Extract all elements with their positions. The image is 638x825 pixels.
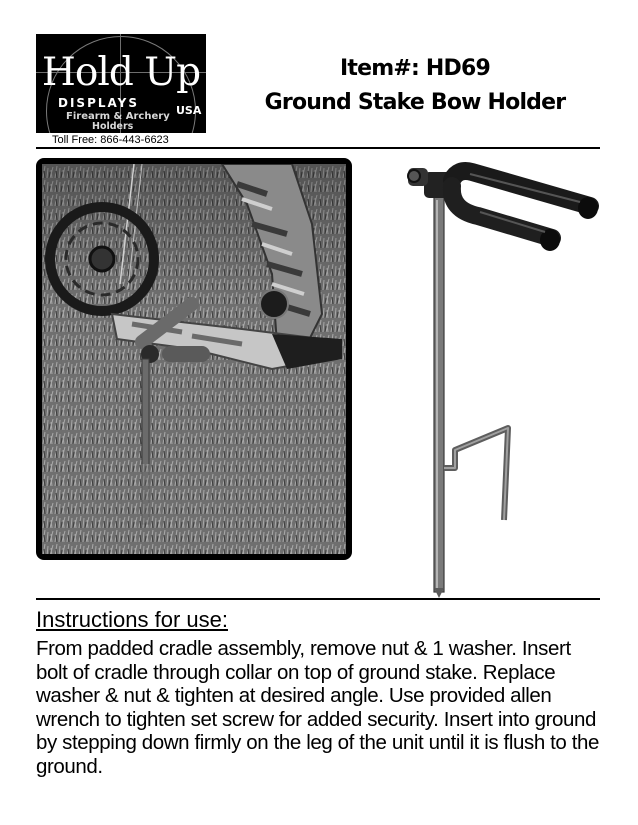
ground-stake-product-illustration: [400, 160, 605, 600]
instructions-body: From padded cradle assembly, remove nut & 1 washer. Insert bolt of cradle through collar on top of ground stake. Replace washer & nut & tighten at desired angle. Use provided allen wrench to tighten set screw for added security. Insert into ground by stepping down firmly on the leg of the unit until it is flush to the ground.: [36, 637, 600, 778]
page-title: [240, 52, 590, 120]
logo-displays-text: DISPLAYS: [58, 96, 139, 110]
cradle-upper-arm: [452, 171, 590, 206]
logo-tagline-1: Firearm & Archery: [66, 111, 170, 122]
logo-usa-text: USA: [176, 104, 202, 117]
logo-brand-text: Hold Up: [41, 50, 201, 95]
instructions-divider: [36, 598, 600, 600]
toll-free-number: Toll Free: 866-443-6623: [52, 134, 169, 146]
hold-up-displays-logo: [36, 34, 206, 133]
logo-tagline-2: Holders: [92, 121, 134, 132]
photo-illustration: [42, 164, 346, 554]
item-number: Item#: HD69: [340, 56, 490, 81]
stake-pole: [434, 196, 444, 592]
instructions-heading: Instructions for use:: [36, 607, 228, 632]
bow-holder-in-use-photo: [36, 158, 352, 560]
header-divider: [36, 147, 600, 149]
product-name: Ground Stake Bow Holder: [264, 90, 566, 115]
